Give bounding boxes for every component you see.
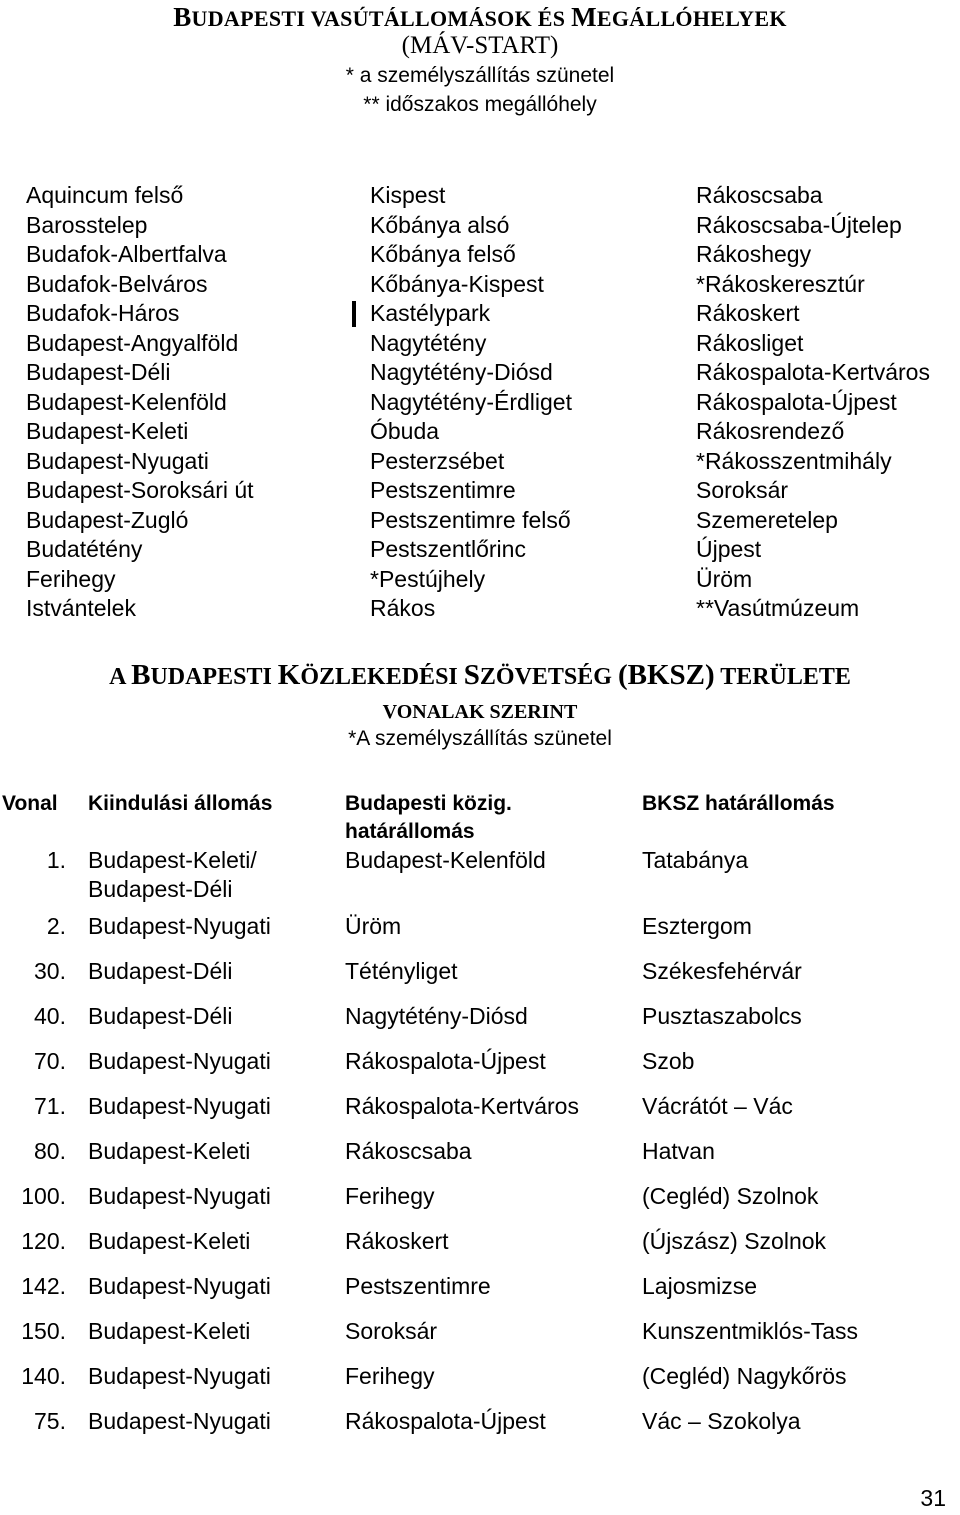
origin-station: Budapest-Keleti/ bbox=[88, 847, 257, 873]
page-number: 31 bbox=[920, 1485, 946, 1511]
title-initial: M bbox=[571, 2, 597, 32]
station-name: Rákoskert bbox=[696, 300, 800, 326]
station-name: Pesterzsébet bbox=[370, 447, 505, 474]
section-title-part: B bbox=[131, 659, 151, 691]
bksz-border-station: (Újszász) Szolnok bbox=[642, 1228, 827, 1254]
page-title bbox=[0, 2, 960, 33]
section-note: *A személyszállítás szünetel bbox=[348, 727, 612, 750]
station-name: Istvántelek bbox=[26, 595, 136, 621]
budapest-border-station: Nagytétény-Diósd bbox=[345, 1003, 528, 1029]
station-name: Rákospalota-Újpest bbox=[696, 388, 897, 415]
origin-station: Budapest-Déli bbox=[88, 1003, 233, 1029]
station-name: Budapest-Keleti bbox=[26, 418, 189, 444]
line-number: 30. bbox=[34, 958, 66, 984]
station-name: Üröm bbox=[696, 565, 753, 592]
station-name: Óbuda bbox=[370, 418, 440, 444]
budapest-border-station: Pestszentimre bbox=[345, 1273, 491, 1299]
station-name: Rákoshegy bbox=[696, 241, 812, 267]
budapest-border-station: Rákospalota-Újpest bbox=[345, 1408, 546, 1434]
station-name: Budatétény bbox=[26, 536, 143, 562]
title-text: UDAPESTI VASÚTÁLLOMÁSOK ÉS bbox=[191, 6, 572, 31]
station-name: Kőbánya felső bbox=[370, 241, 516, 267]
station-name: Budapest-Nyugati bbox=[26, 447, 209, 474]
station-column-3 bbox=[696, 181, 930, 624]
budapest-border-station: Ferihegy bbox=[345, 1183, 435, 1209]
section-subtitle: VONALAK SZERINT bbox=[382, 701, 578, 723]
bksz-border-station: Vácrátót – Vác bbox=[642, 1093, 793, 1119]
bksz-border-station: Pusztaszabolcs bbox=[642, 1003, 802, 1029]
origin-station: Budapest-Nyugati bbox=[88, 1363, 271, 1389]
budapest-border-station: Tétényliget bbox=[345, 958, 458, 984]
section-title-part: K bbox=[277, 659, 301, 691]
bksz-border-station: (Cegléd) Nagykőrös bbox=[642, 1363, 847, 1389]
note-suspended: * a személyszállítás szünetel bbox=[345, 64, 615, 87]
origin-station: Budapest-Nyugati bbox=[88, 1093, 271, 1119]
budapest-border-station: Soroksár bbox=[345, 1318, 438, 1344]
line-number: 120. bbox=[21, 1228, 66, 1254]
header-line: Budapesti közig. bbox=[345, 792, 512, 815]
station-name: Rákosrendező bbox=[696, 418, 845, 444]
station-name: Budafok-Belváros bbox=[26, 270, 208, 297]
station-name: Kastélypark bbox=[370, 300, 491, 326]
header-budapesti-kozig bbox=[345, 790, 605, 846]
bksz-border-station: Hatvan bbox=[642, 1138, 715, 1164]
line-number: 75. bbox=[34, 1408, 66, 1434]
origin-station: Budapest-Nyugati bbox=[88, 1048, 271, 1074]
budapest-border-station: Rákoscsaba bbox=[345, 1138, 472, 1164]
line-number: 71. bbox=[34, 1093, 66, 1119]
line-number: 70. bbox=[34, 1048, 66, 1074]
section-title bbox=[0, 659, 960, 692]
station-name: Rákoscsaba bbox=[696, 182, 823, 208]
station-name: Budapest-Déli bbox=[26, 359, 171, 385]
station-name: *Rákosszentmihály bbox=[696, 447, 892, 474]
station-name: Kispest bbox=[370, 182, 446, 208]
station-name: **Vasútmúzeum bbox=[696, 595, 860, 621]
bksz-border-station: Szob bbox=[642, 1048, 695, 1074]
station-name: Barosstelep bbox=[26, 211, 148, 238]
station-name: Szemeretelep bbox=[696, 506, 838, 533]
origin-station: Budapest-Keleti bbox=[88, 1318, 251, 1344]
section-title-part: (BKSZ) bbox=[617, 659, 715, 691]
section-title-part: S bbox=[463, 659, 480, 691]
margin-bar-mark bbox=[352, 301, 356, 327]
line-number: 80. bbox=[34, 1138, 66, 1164]
origin-station: Budapest-Déli bbox=[88, 876, 233, 902]
title-text: EGÁLLÓHELYEK bbox=[596, 6, 787, 31]
station-name: Nagytétény-Diósd bbox=[370, 359, 553, 385]
bksz-border-station: Esztergom bbox=[642, 913, 752, 939]
station-name: *Pestújhely bbox=[370, 565, 486, 592]
origin-station: Budapest-Nyugati bbox=[88, 913, 271, 939]
line-number: 150. bbox=[21, 1318, 66, 1344]
station-name: Budapest-Angyalföld bbox=[26, 329, 239, 356]
station-name: Budafok-Albertfalva bbox=[26, 241, 227, 267]
station-name: Rákoscsaba-Újtelep bbox=[696, 211, 902, 238]
bksz-border-station: Székesfehérvár bbox=[642, 958, 802, 984]
station-name: Budapest-Zugló bbox=[26, 506, 189, 533]
bksz-border-station: (Cegléd) Szolnok bbox=[642, 1183, 819, 1209]
origin-station: Budapest-Nyugati bbox=[88, 1408, 271, 1434]
title-initial: B bbox=[173, 2, 192, 32]
budapest-border-station: Üröm bbox=[345, 913, 402, 939]
header-bksz: BKSZ határállomás bbox=[642, 792, 835, 815]
station-name: Kőbánya-Kispest bbox=[370, 270, 544, 297]
section-title-part: UDAPESTI bbox=[150, 664, 278, 690]
budapest-border-station: Rákoskert bbox=[345, 1228, 449, 1254]
header-vonal: Vonal bbox=[2, 792, 58, 815]
origin-station: Budapest-Déli bbox=[88, 958, 233, 984]
bksz-border-station: Kunszentmiklós-Tass bbox=[642, 1318, 859, 1344]
station-name: *Rákoskeresztúr bbox=[696, 270, 865, 297]
origin-station: Budapest-Keleti bbox=[88, 1138, 251, 1164]
station-name: Nagytétény bbox=[370, 329, 487, 356]
station-name: Nagytétény-Érdliget bbox=[370, 388, 572, 415]
origin-station: Budapest-Keleti bbox=[88, 1228, 251, 1254]
station-name: Budafok-Háros bbox=[26, 300, 180, 326]
origin-station: Budapest-Nyugati bbox=[88, 1183, 271, 1209]
line-number: 140. bbox=[21, 1363, 66, 1389]
station-name: Újpest bbox=[696, 536, 762, 562]
budapest-border-station: Rákospalota-Újpest bbox=[345, 1048, 546, 1074]
station-name: Budapest-Kelenföld bbox=[26, 388, 227, 415]
station-column-2 bbox=[370, 181, 572, 624]
header-kiindulasi: Kiindulási állomás bbox=[88, 792, 273, 815]
bksz-border-station: Vác – Szokolya bbox=[642, 1408, 801, 1434]
line-number: 100. bbox=[21, 1183, 66, 1209]
section-title-part: ÖZLEKEDÉSI bbox=[300, 664, 464, 690]
station-name: Pestszentimre felső bbox=[370, 506, 571, 533]
section-title-part: TERÜLETE bbox=[714, 664, 851, 690]
station-name: Pestszentimre bbox=[370, 477, 516, 503]
station-name: Soroksár bbox=[696, 477, 789, 503]
station-name: Ferihegy bbox=[26, 565, 116, 592]
page-subtitle: (MÁV-START) bbox=[401, 32, 559, 59]
station-name: Rákosliget bbox=[696, 329, 804, 356]
origin-station: Budapest-Nyugati bbox=[88, 1273, 271, 1299]
line-number: 40. bbox=[34, 1003, 66, 1029]
station-name: Kőbánya alsó bbox=[370, 211, 510, 238]
line-number: 1. bbox=[46, 847, 66, 873]
note-periodic: ** időszakos megállóhely bbox=[363, 93, 597, 116]
bksz-border-station: Tatabánya bbox=[642, 847, 749, 873]
station-column-1 bbox=[26, 181, 254, 624]
station-name: Rákos bbox=[370, 595, 436, 621]
station-name: Pestszentlőrinc bbox=[370, 536, 526, 562]
header-line: határállomás bbox=[345, 820, 475, 843]
bksz-border-station: Lajosmizse bbox=[642, 1273, 758, 1299]
station-name: Rákospalota-Kertváros bbox=[696, 359, 930, 385]
section-title-part: A bbox=[109, 664, 132, 690]
budapest-border-station: Budapest-Kelenföld bbox=[345, 847, 546, 873]
line-number: 2. bbox=[46, 913, 66, 939]
station-name: Budapest-Soroksári út bbox=[26, 477, 254, 503]
station-name: Aquincum felső bbox=[26, 182, 184, 208]
budapest-border-station: Rákospalota-Kertváros bbox=[345, 1093, 579, 1119]
line-number: 142. bbox=[21, 1273, 66, 1299]
budapest-border-station: Ferihegy bbox=[345, 1363, 435, 1389]
section-title-part: ZÖVETSÉG bbox=[479, 664, 618, 690]
